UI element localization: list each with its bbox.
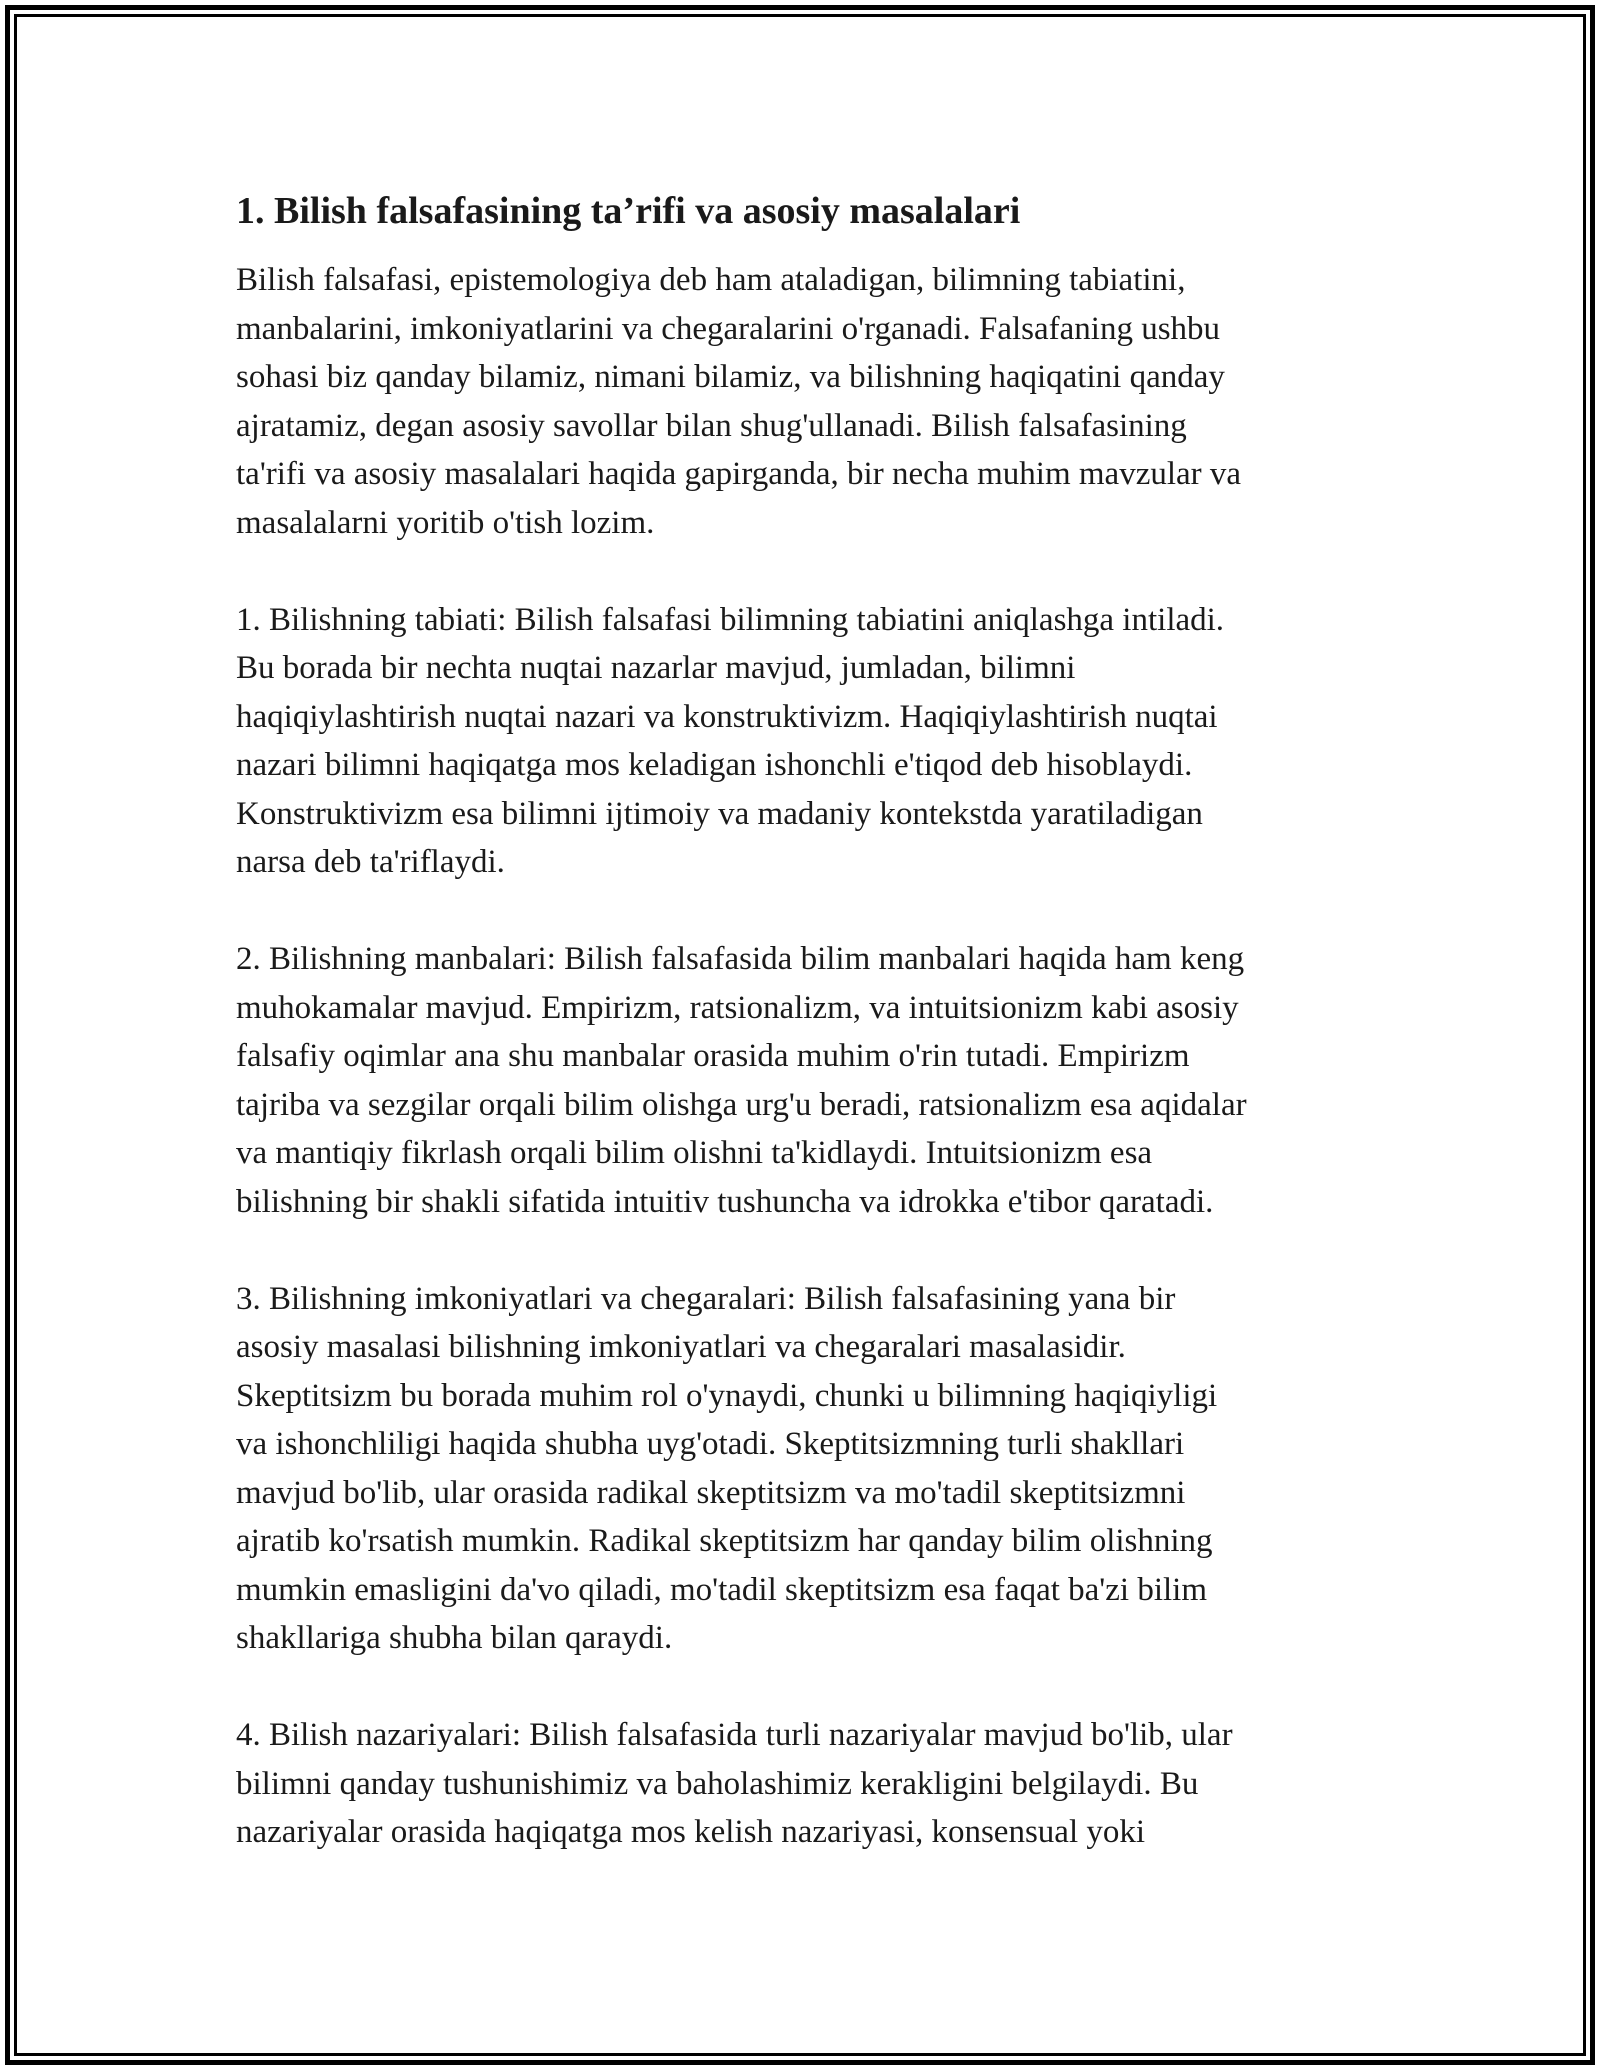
- text-line: haqiqiylashtirish nuqtai nazari va konstruktivizm. Haqiqiylashtirish nuqtai: [236, 698, 1218, 735]
- text-line: ajratib ko'rsatish mumkin. Radikal skeptitsizm har qanday bilim olishning: [236, 1523, 1213, 1559]
- text-line: nazari bilimni haqiqatga mos keladigan ishonchli e'tiqod deb hisoblaydi.: [236, 747, 1193, 783]
- text-line: Konstruktivizm esa bilimni ijtimoiy va madaniy kontekstda yaratiladigan: [236, 795, 1203, 832]
- text-line: Skeptitsizm bu borada muhim rol o'ynaydi, chunki u bilimning haqiqiyligi: [236, 1377, 1218, 1414]
- text-line: nazariyalar orasida haqiqatga mos kelish nazariyasi, konsensual yoki: [236, 1814, 1146, 1850]
- text-line: shakllariga shubha bilan qaraydi.: [236, 1620, 673, 1656]
- text-line: 3. Bilishning imkoniyatlari va chegaralari: Bilish falsafasining yana bir: [236, 1280, 1176, 1317]
- paragraph-intro: [236, 256, 1366, 547]
- text-line: Bu borada bir nechta nuqtai nazarlar mavjud, jumladan, bilimni: [236, 650, 1076, 686]
- text-line: Bilish falsafasi, epistemologiya deb ham ataladigan, bilimning tabiatini,: [236, 262, 1186, 298]
- text-line: bilishning bir shakli sifatida intuitiv tushuncha va idrokka e'tibor qaratadi.: [236, 1183, 1214, 1220]
- text-line: asosiy masalasi bilishning imkoniyatlari va chegaralari masalasidir.: [236, 1329, 1126, 1365]
- paragraph-item-3: [236, 1275, 1366, 1663]
- text-line: 2. Bilishning manbalari: Bilish falsafasida bilim manbalari haqida ham keng: [236, 941, 1245, 977]
- text-line: masalalarni yoritib o'tish lozim.: [236, 504, 655, 541]
- text-line: ajratamiz, degan asosiy savollar bilan shug'ullanadi. Bilish falsafasining: [236, 407, 1187, 444]
- text-line: ta'rifi va asosiy masalalari haqida gapirganda, bir necha muhim mavzular va: [236, 456, 1242, 492]
- text-line: tajriba va sezgilar orqali bilim olishga urg'u beradi, ratsionalizm esa aqidalar: [236, 1086, 1247, 1123]
- text-line: muhokamalar mavjud. Empirizm, ratsionalizm, va intuitsionizm kabi asosiy: [236, 989, 1239, 1026]
- text-line: sohasi biz qanday bilamiz, nimani bilamiz, va bilishning haqiqatini qanday: [236, 359, 1225, 395]
- text-line: manbalarini, imkoniyatlarini va chegaralarini o'rganadi. Falsafaning ushbu: [236, 310, 1221, 347]
- text-line: mumkin emasligini da'vo qiladi, mo'tadil skeptitsizm esa faqat ba'zi bilim: [236, 1571, 1207, 1608]
- text-line: 1. Bilishning tabiati: Bilish falsafasi bilimning tabiatini aniqlashga intiladi.: [236, 601, 1225, 638]
- text-line: va mantiqiy fikrlash orqali bilim olishni ta'kidlaydi. Intuitsionizm esa: [236, 1135, 1153, 1171]
- section-heading: 1. Bilish falsafasining ta’rifi va asosiy masalalari: [236, 190, 1021, 232]
- text-line: 4. Bilish nazariyalari: Bilish falsafasida turli nazariyalar mavjud bo'lib, ular: [236, 1717, 1233, 1753]
- text-line: mavjud bo'lib, ular orasida radikal skeptitsizm va mo'tadil skeptitsizmni: [236, 1474, 1186, 1511]
- text-line: bilimni qanday tushunishimiz va baholashimiz kerakligini belgilaydi. Bu: [236, 1765, 1199, 1802]
- paragraph-item-2: [236, 935, 1366, 1226]
- text-line: va ishonchliligi haqida shubha uyg'otadi. Skeptitsizmning turli shakllari: [236, 1426, 1185, 1462]
- text-line: narsa deb ta'riflaydi.: [236, 844, 505, 880]
- paragraph-item-4: [236, 1711, 1366, 1857]
- paragraph-item-1: [236, 596, 1366, 887]
- document-body: [236, 186, 1366, 1905]
- text-line: falsafiy oqimlar ana shu manbalar orasida muhim o'rin tutadi. Empirizm: [236, 1038, 1190, 1074]
